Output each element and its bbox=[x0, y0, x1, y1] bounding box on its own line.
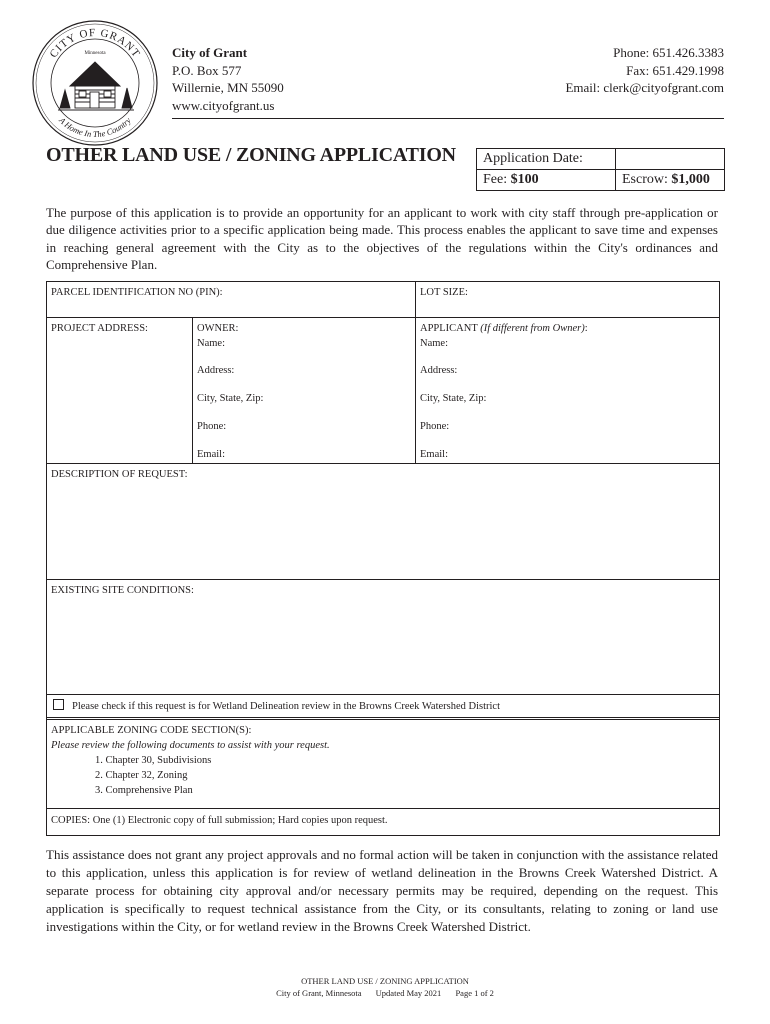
pin-row bbox=[47, 282, 719, 318]
copies-text: COPIES: One (1) Electronic copy of full submission; Hard copies upon request. bbox=[51, 815, 388, 826]
page-footer bbox=[0, 975, 770, 999]
email-link[interactable]: Email: clerk@cityofgrant.com bbox=[565, 80, 724, 95]
wetland-row bbox=[47, 695, 719, 720]
applicant-colon: : bbox=[584, 323, 588, 334]
wetland-checkbox[interactable] bbox=[53, 699, 64, 710]
project-address-field[interactable] bbox=[47, 318, 193, 463]
fax-number: Fax: 651.429.1998 bbox=[626, 62, 724, 78]
header-divider bbox=[172, 118, 724, 119]
zoning-sections-note: Please review the following documents to assist with your request. bbox=[51, 740, 330, 751]
footer-page-number: Page 1 of 2 bbox=[455, 988, 494, 998]
owner-email-field[interactable]: Email: bbox=[197, 449, 225, 460]
owner-name-field[interactable]: Name: bbox=[197, 338, 225, 349]
contact-row bbox=[47, 318, 719, 464]
copies-row bbox=[47, 809, 719, 835]
wetland-checkbox-item[interactable] bbox=[53, 699, 500, 712]
lot-size-field[interactable] bbox=[416, 282, 719, 317]
footer-title: OTHER LAND USE / ZONING APPLICATION bbox=[301, 976, 469, 986]
owner-city-state-zip-field[interactable]: City, State, Zip: bbox=[197, 393, 264, 404]
seal-inner-text: Minnesota bbox=[84, 51, 106, 56]
seal-motto-text: A Home In The Country bbox=[57, 115, 133, 139]
fee-table bbox=[476, 148, 725, 191]
fee-value: $100 bbox=[510, 172, 539, 187]
applicant-city-state-zip-field[interactable]: City, State, Zip: bbox=[420, 393, 487, 404]
escrow-value: $1,000 bbox=[671, 172, 710, 187]
escrow-label: Escrow: bbox=[622, 172, 668, 187]
disclaimer-paragraph: This assistance does not grant any project approvals and no formal action will be taken in conjunction with the assistance related to this application, unless this application is for review of wetland delineation in the Browns Creek Watershed District. A separate process for obtaining city approval and/or necessary permits may be required, depending on the request. This application is specifically to request technical assistance from the City, or its consultants, relating to zoning or land use investigations within the City, or for wetland review in the Browns Creek Watershed District. bbox=[46, 847, 718, 934]
escrow-cell bbox=[616, 170, 725, 191]
purpose-paragraph: The purpose of this application is to provide an opportunity for an applicant to work with city staff through pre-application or due diligence activities prior to a specific application being made. This process enables the applicant to save time and expenses in reaching general agreement with the City as to the objectives of the regulations within the City's ordinances and Comprehensive Plan. bbox=[46, 205, 718, 272]
zoning-sections-row bbox=[47, 720, 719, 809]
footer-meta bbox=[0, 987, 770, 999]
pin-label: PARCEL IDENTIFICATION NO (PIN): bbox=[51, 287, 223, 298]
site-conditions-field[interactable] bbox=[47, 580, 719, 695]
org-name: City of Grant bbox=[172, 45, 248, 60]
footer-updated: Updated May 2021 bbox=[375, 988, 442, 998]
applicant-section bbox=[416, 318, 719, 463]
applicant-phone-field[interactable]: Phone: bbox=[420, 421, 450, 432]
applicant-name-field[interactable]: Name: bbox=[420, 338, 448, 349]
phone-number: Phone: 651.426.3383 bbox=[613, 45, 724, 60]
pin-field[interactable] bbox=[47, 282, 416, 317]
application-date-field[interactable] bbox=[616, 149, 725, 170]
lot-size-label: LOT SIZE: bbox=[420, 287, 468, 298]
owner-address-field[interactable]: Address: bbox=[197, 365, 235, 376]
fee-label: Fee: bbox=[483, 172, 508, 187]
city-line: Willernie, MN 55090 bbox=[172, 80, 284, 95]
applicant-note: (If different from Owner) bbox=[480, 323, 585, 334]
website-link[interactable]: www.cityofgrant.us bbox=[172, 97, 275, 113]
phone-contact-block bbox=[565, 44, 724, 97]
applicant-label-text: APPLICANT bbox=[420, 323, 478, 334]
applicant-address-field[interactable]: Address: bbox=[420, 365, 458, 376]
document-item-chapter-30: 1. Chapter 30, Subdivisions bbox=[95, 755, 212, 766]
wetland-checkbox-label: Please check if this request is for Wetland Delineation review in the Browns Creek Watershed District bbox=[72, 701, 501, 712]
application-date-label: Application Date: bbox=[477, 149, 616, 170]
po-box: P.O. Box 577 bbox=[172, 62, 242, 78]
zoning-sections-label: APPLICABLE ZONING CODE SECTION(S): bbox=[51, 725, 252, 736]
seal-ring-text: CITY OF GRANT bbox=[47, 26, 143, 61]
page-title: OTHER LAND USE / ZONING APPLICATION bbox=[46, 144, 456, 166]
applicant-email-field[interactable]: Email: bbox=[420, 449, 448, 460]
owner-phone-field[interactable]: Phone: bbox=[197, 421, 227, 432]
application-form bbox=[46, 281, 720, 836]
cabin-icon bbox=[58, 62, 134, 110]
document-item-chapter-32: 2. Chapter 32, Zoning bbox=[95, 770, 188, 781]
description-label: DESCRIPTION OF REQUEST: bbox=[51, 469, 188, 480]
footer-org: City of Grant, Minnesota bbox=[276, 988, 362, 998]
owner-label: OWNER: bbox=[197, 323, 239, 334]
applicant-label bbox=[420, 323, 588, 334]
city-contact-block bbox=[172, 44, 284, 114]
document-item-comp-plan: 3. Comprehensive Plan bbox=[95, 785, 193, 796]
fee-cell bbox=[477, 170, 616, 191]
owner-section bbox=[193, 318, 416, 463]
project-address-label: PROJECT ADDRESS: bbox=[51, 323, 148, 334]
description-field[interactable] bbox=[47, 464, 719, 580]
site-conditions-label: EXISTING SITE CONDITIONS: bbox=[51, 585, 194, 596]
city-seal-logo bbox=[30, 18, 160, 148]
